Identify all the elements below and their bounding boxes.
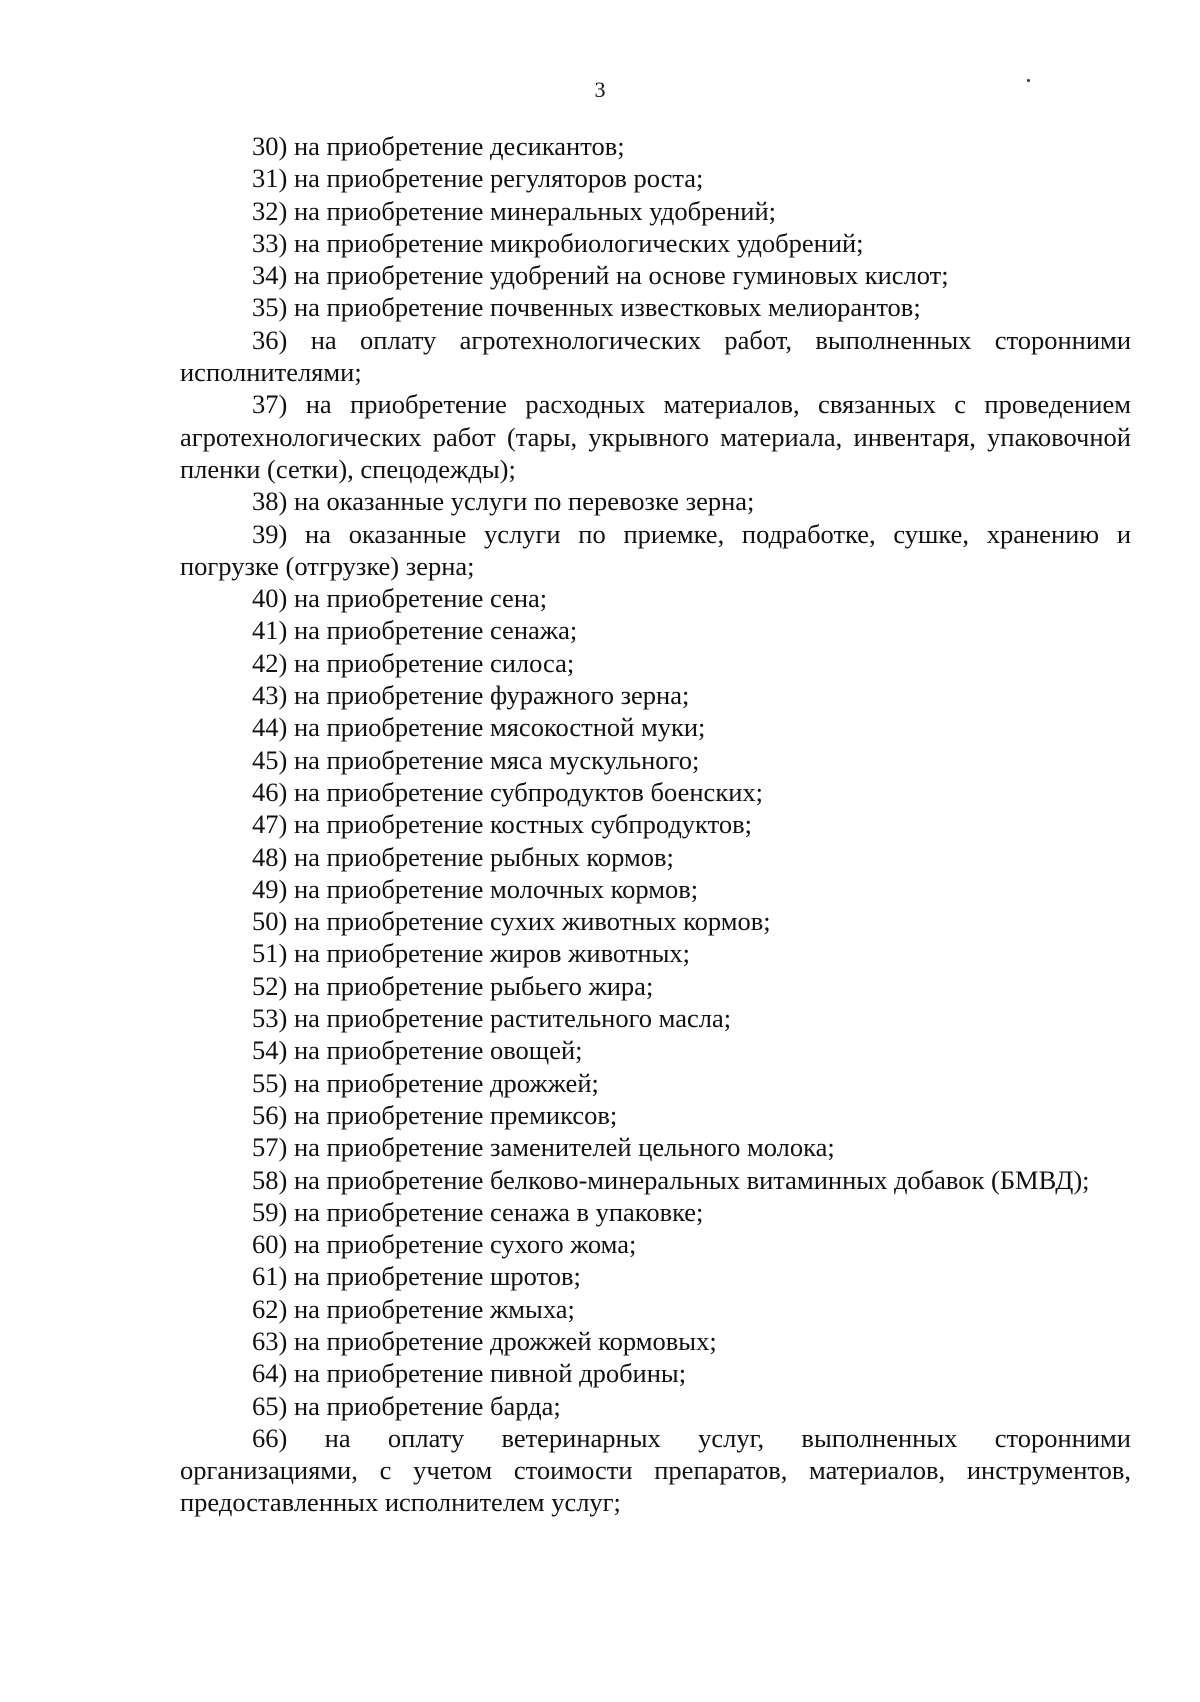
list-item: 38) на оказанные услуги по перевозке зерна; [252, 486, 755, 517]
list-item: 57) на приобретение заменителей цельного молока; [252, 1132, 835, 1163]
list-item: 42) на приобретение силоса; [252, 647, 575, 678]
list-item: 45) на приобретение мяса мускульного; [252, 744, 700, 775]
list-item: 65) на приобретение барда; [252, 1390, 561, 1421]
scan-speck [1027, 79, 1030, 82]
list-item: 48) на приобретение рыбных кормов; [252, 841, 674, 872]
list-item: 62) на приобретение жмыха; [252, 1293, 575, 1324]
list-item: 59) на приобретение сенажа в упаковке; [252, 1196, 704, 1227]
list-item: 37) на приобретение расходных материалов, связанных с проведением агротехнологических работ (тары, укрывного материала, инвентаря, упаковочной пленки (сетки), спецодежды); [180, 389, 1131, 484]
list-item: 50) на приобретение сухих животных кормов; [252, 906, 771, 937]
list-item: 64) на приобретение пивной дробины; [252, 1358, 687, 1389]
list-item: 30) на приобретение десикантов; [252, 131, 625, 161]
page-number: 3 [594, 77, 606, 102]
list-item: 47) на приобретение костных субпродуктов; [252, 809, 752, 840]
list-item: 34) на приобретение удобрений на основе гуминовых кислот; [252, 260, 949, 291]
list-item: 53) на приобретение растительного масла; [252, 1003, 732, 1034]
list-item: 52) на приобретение рыбьего жира; [252, 970, 654, 1001]
list-item: 35) на приобретение почвенных известковых мелиорантов; [252, 292, 921, 323]
document-body [180, 130, 1131, 1519]
list-item: 60) на приобретение сухого жома; [252, 1229, 637, 1260]
list-item: 46) на приобретение субпродуктов боенских; [252, 776, 763, 807]
list-item: 31) на приобретение регуляторов роста; [252, 163, 704, 194]
list-item: 66) на оплату ветеринарных услуг, выполненных сторонними организациями, с учетом стоимости препаратов, материалов, инструментов, предоставленных исполнителем услуг; [180, 1422, 1131, 1518]
list-item: 63) на приобретение дрожжей кормовых; [252, 1325, 717, 1356]
list-item: 51) на приобретение жиров животных; [252, 938, 691, 969]
list-item: 40) на приобретение сена; [252, 583, 548, 614]
list-item: 58) на приобретение белково-минеральных витаминных добавок (БМВД); [252, 1164, 1090, 1195]
list-item: 49) на приобретение молочных кормов; [252, 873, 699, 904]
list-item: 56) на приобретение премиксов; [252, 1099, 618, 1130]
list-item: 55) на приобретение дрожжей; [252, 1067, 599, 1098]
list-item: 36) на оплату агротехнологических работ, выполненных сторонними исполнителями; [180, 324, 1131, 388]
list-item: 41) на приобретение сенажа; [252, 615, 578, 646]
list-item: 33) на приобретение микробиологических удобрений; [252, 227, 864, 258]
list-item: 39) на оказанные услуги по приемке, подработке, сушке, хранению и погрузке (отгрузке) зерна; [180, 518, 1131, 581]
list-item: 32) на приобретение минеральных удобрений; [252, 195, 776, 226]
list-item: 54) на приобретение овощей; [252, 1035, 583, 1066]
list-item: 61) на приобретение шротов; [252, 1261, 581, 1292]
list-item: 43) на приобретение фуражного зерна; [252, 680, 690, 711]
list-item: 44) на приобретение мясокостной муки; [252, 712, 706, 743]
